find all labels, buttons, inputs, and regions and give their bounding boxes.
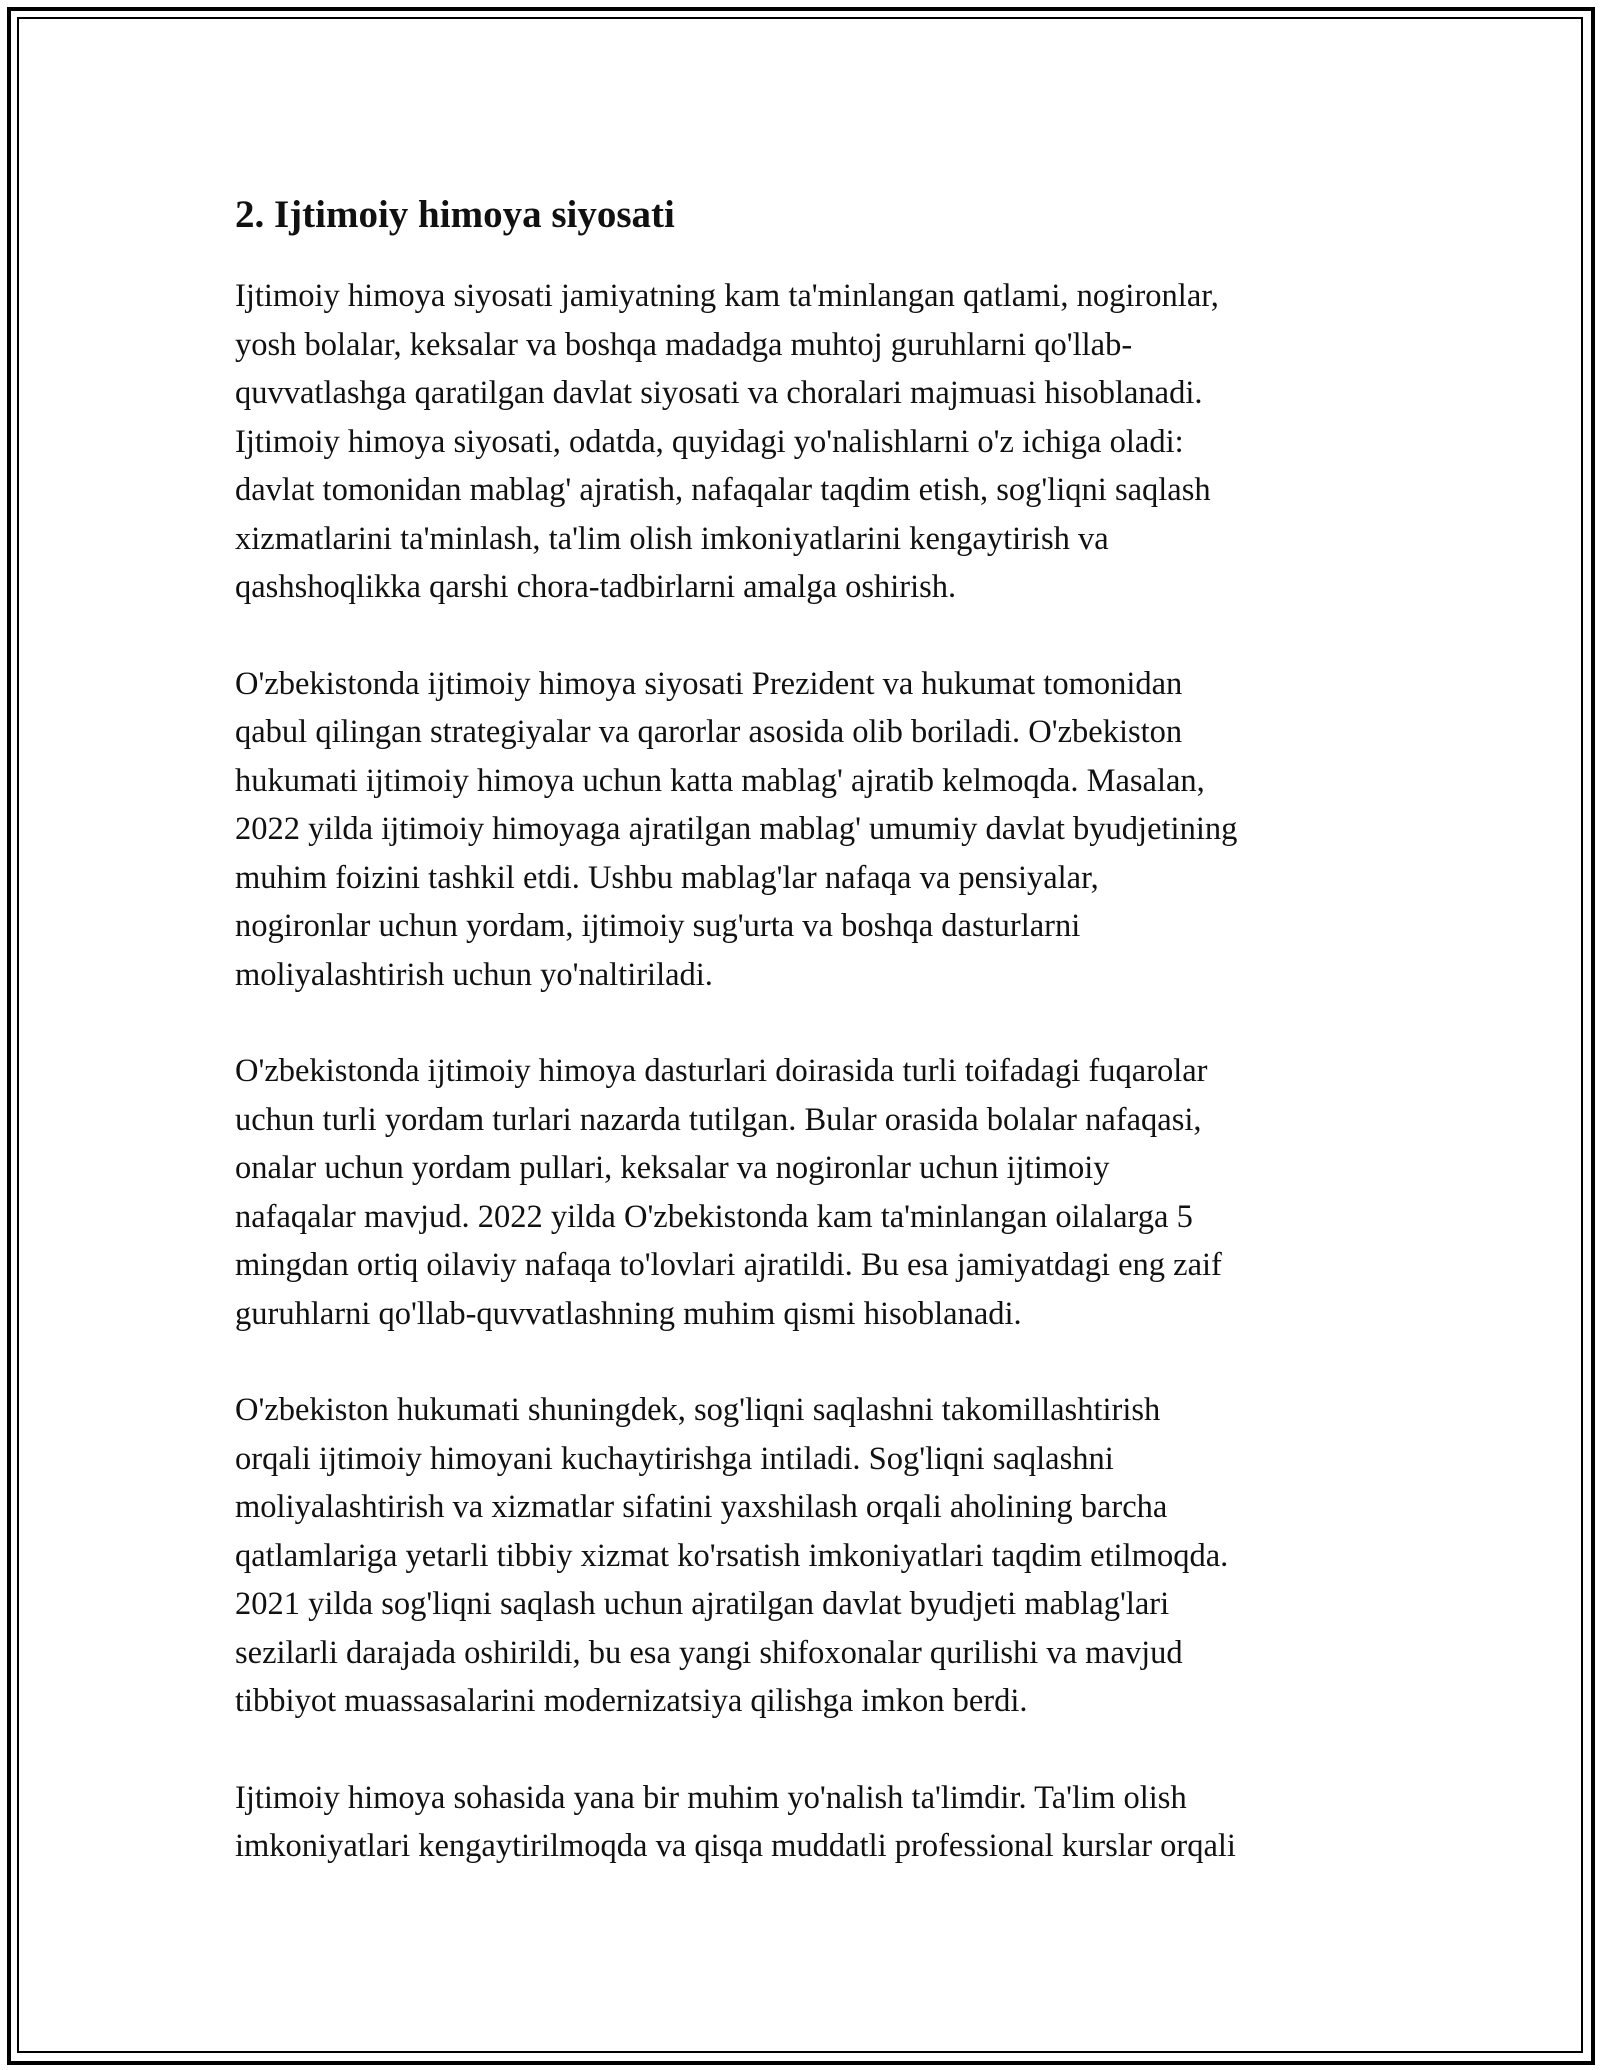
paragraph-1: Ijtimoiy himoya siyosati jamiyatning kam ta'minlangan qatlami, nogironlar, yosh bolalar, keksalar va boshqa madadga muhtoj guruhlarni qo'llab- quvvatlashga qaratilgan davlat siyosati va choralari majmuasi hisoblanadi. Ijtimoiy himoya siyosati, odatda, quyidagi yo'nalishlarni o'z ichiga oladi: davlat tomonidan mablag' ajratish, nafaqalar taqdim etish, sog'liqni saqlash xizmatlarini ta'minlash, ta'lim olish imkoniyatlarini kengaytirish va qashshoqlikka qarshi chora-tadbirlarni amalga oshirish. <box>235 278 1219 605</box>
section-heading: 2. Ijtimoiy himoya siyosati <box>235 193 675 236</box>
document-body <box>235 185 1390 1919</box>
paragraph-3: O'zbekistonda ijtimoiy himoya dasturlari doirasida turli toifadagi fuqarolar uchun turli yordam turlari nazarda tutilgan. Bular orasida bolalar nafaqasi, onalar uchun yordam pullari, keksalar va nogironlar uchun ijtimoiy nafaqalar mavjud. 2022 yilda O'zbekistonda kam ta'minlangan oilalarga 5 mingdan ortiq oilaviy nafaqa to'lovlari ajratildi. Bu esa jamiyatdagi eng zaif guruhlarni qo'llab-quvvatlashning muhim qismi hisoblanadi. <box>235 1053 1222 1332</box>
paragraph-2: O'zbekistonda ijtimoiy himoya siyosati Prezident va hukumat tomonidan qabul qilingan strategiyalar va qarorlar asosida olib boriladi. O'zbekiston hukumati ijtimoiy himoya uchun katta mablag' ajratib kelmoqda. Masalan, 2022 yilda ijtimoiy himoyaga ajratilgan mablag' umumiy davlat byudjetining muhim foizini tashkil etdi. Ushbu mablag'lar nafaqa va pensiyalar, nogironlar uchun yordam, ijtimoiy sug'urta va boshqa dasturlarni moliyalashtirish uchun yo'naltiriladi. <box>235 665 1238 993</box>
paragraph-4: O'zbekiston hukumati shuningdek, sog'liqni saqlashni takomillashtirish orqali ijtimoiy himoyani kuchaytirishga intiladi. Sog'liqni saqlashni moliyalashtirish va xizmatlar sifatini yaxshilash orqali aholining barcha qatlamlariga yetarli tibbiy xizmat ko'rsatish imkoniyatlari taqdim etilmoqda. 2021 yilda sog'liqni saqlash uchun ajratilgan davlat byudjeti mablag'lari sezilarli darajada oshirildi, bu esa yangi shifoxonalar qurilishi va mavjud tibbiyot muassasalarini modernizatsiya qilishga imkon berdi. <box>235 1392 1229 1719</box>
paragraph-5: Ijtimoiy himoya sohasida yana bir muhim yo'nalish ta'limdir. Ta'lim olish imkoniyatlari kengaytirilmoqda va qisqa muddatli professional kurslar orqali <box>235 1779 1236 1864</box>
